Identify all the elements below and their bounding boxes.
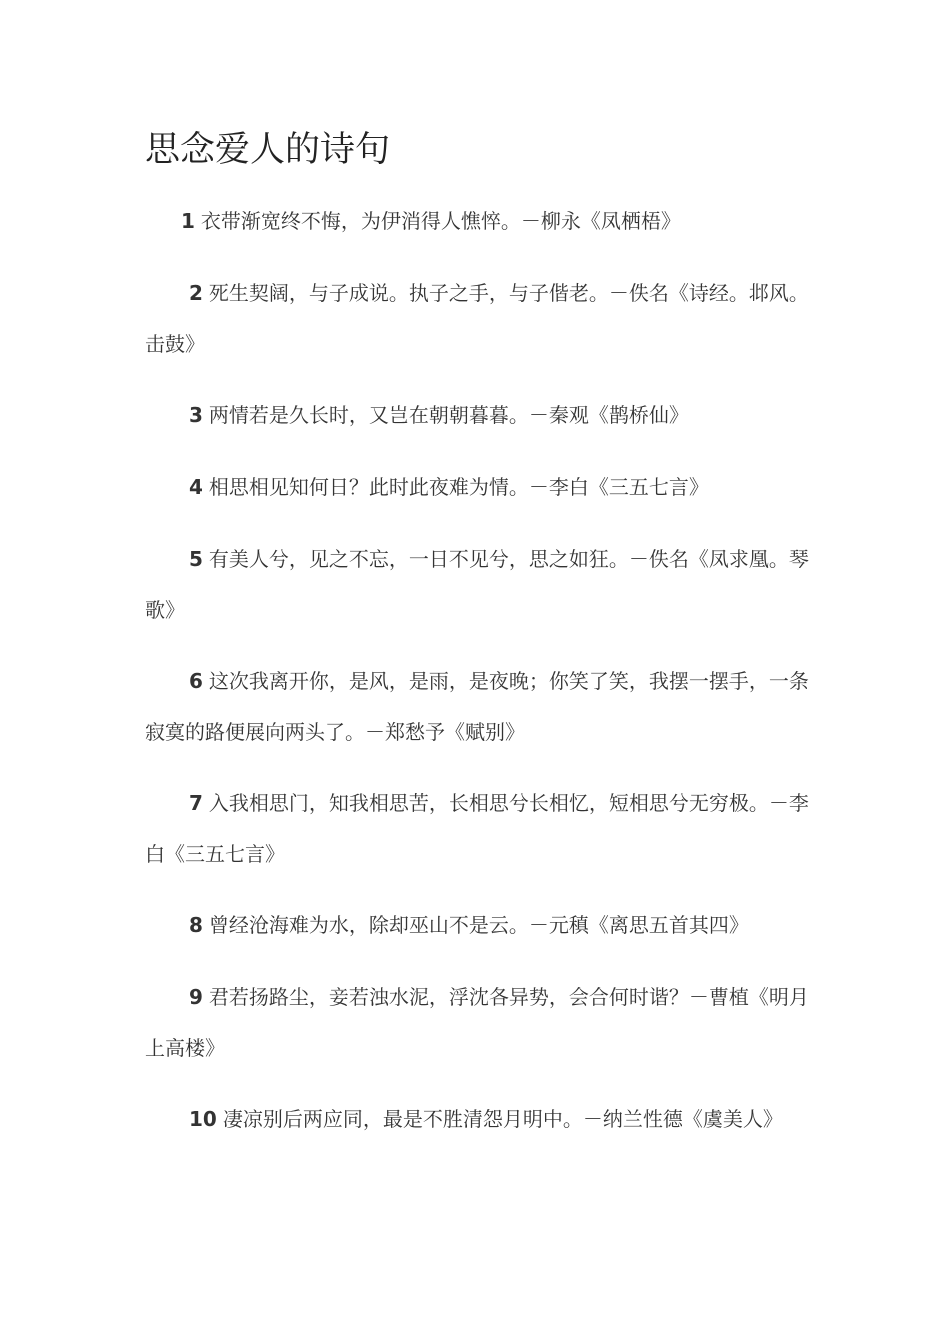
poem-text: 死生契阔，与子成说。执子之手，与子偕老。－佚名《诗经。邶风。击鼓》 bbox=[145, 281, 809, 356]
poem-line-5 bbox=[145, 534, 825, 636]
poem-number: 6 bbox=[189, 669, 203, 693]
poem-number: 10 bbox=[189, 1107, 217, 1131]
poem-line-2 bbox=[145, 268, 825, 370]
poem-line-7 bbox=[145, 778, 825, 880]
poem-number: 7 bbox=[189, 791, 203, 815]
poem-text: 两情若是久长时，又岂在朝朝暮暮。－秦观《鹊桥仙》 bbox=[208, 403, 689, 427]
poem-number: 9 bbox=[189, 985, 203, 1009]
poem-line-6 bbox=[145, 656, 825, 758]
poem-line-3 bbox=[145, 390, 825, 441]
poem-number: 3 bbox=[189, 403, 203, 427]
poem-line-9 bbox=[145, 972, 825, 1074]
poem-number: 5 bbox=[189, 547, 203, 571]
poem-text: 相思相见知何日？此时此夜难为情。－李白《三五七言》 bbox=[208, 475, 709, 499]
poem-line-8 bbox=[145, 900, 825, 951]
poem-number: 8 bbox=[189, 913, 203, 937]
poem-text: 君若扬路尘，妾若浊水泥，浮沈各异势，会合何时谐？－曹植《明月上高楼》 bbox=[145, 985, 809, 1060]
poem-text: 曾经沧海难为水，除却巫山不是云。－元稹《离思五首其四》 bbox=[208, 913, 749, 937]
poem-line-1 bbox=[145, 196, 825, 247]
poem-text: 有美人兮，见之不忘，一日不见兮，思之如狂。－佚名《凤求凰。琴歌》 bbox=[145, 547, 809, 622]
poem-line-10 bbox=[145, 1094, 825, 1145]
poem-number: 1 bbox=[181, 209, 195, 233]
poem-number: 2 bbox=[189, 281, 203, 305]
poem-line-4 bbox=[145, 462, 825, 513]
poem-number: 4 bbox=[189, 475, 203, 499]
poem-text: 这次我离开你，是风，是雨，是夜晚；你笑了笑，我摆一摆手，一条寂寞的路便展向两头了。－郑愁予《赋别》 bbox=[145, 669, 809, 744]
poem-text: 入我相思门，知我相思苦，长相思兮长相忆，短相思兮无穷极。－李白《三五七言》 bbox=[145, 791, 809, 866]
poem-text: 凄凉别后两应同，最是不胜清怨月明中。－纳兰性德《虞美人》 bbox=[222, 1107, 783, 1131]
poem-text: 衣带渐宽终不悔，为伊消得人憔悴。－柳永《凤栖梧》 bbox=[200, 209, 681, 233]
page-title: 思念爱人的诗句 bbox=[145, 130, 391, 170]
